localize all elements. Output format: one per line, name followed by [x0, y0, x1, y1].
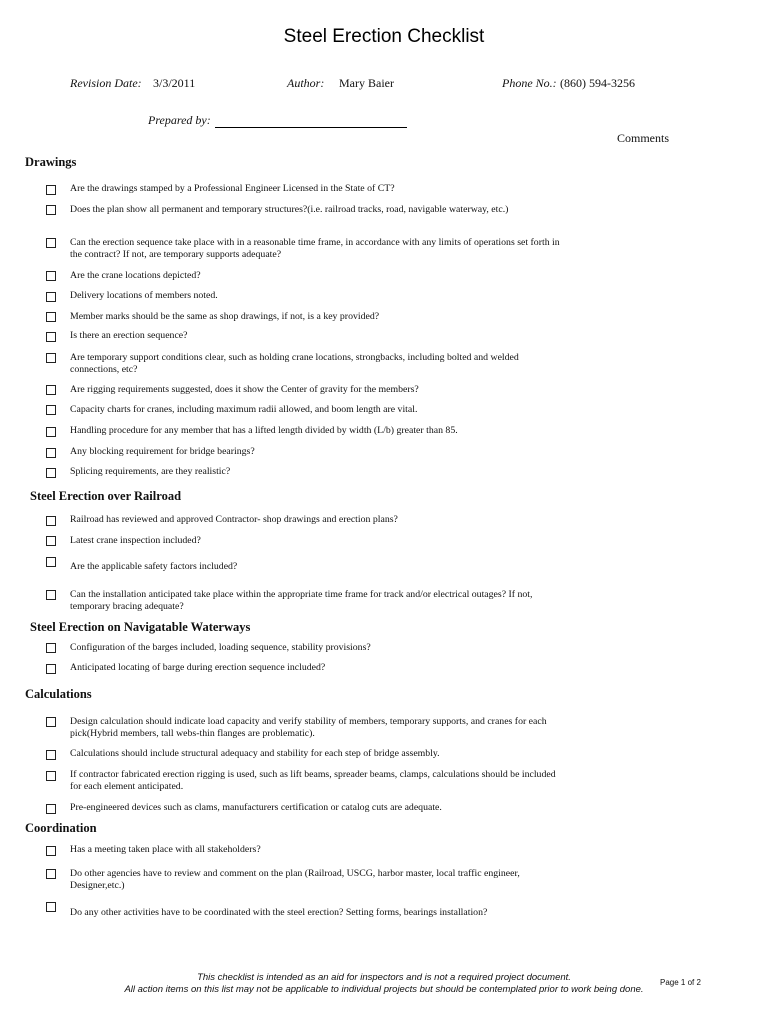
revision-date-value: 3/3/2011	[153, 76, 196, 90]
checklist-item: Capacity charts for cranes, including maximum radii allowed, and boom length are vital.	[70, 404, 418, 415]
checkbox[interactable]	[46, 448, 56, 458]
phone-label: Phone No.:	[502, 76, 557, 90]
checkbox[interactable]	[46, 771, 56, 781]
section-heading-coordination: Coordination	[25, 821, 97, 835]
checkbox[interactable]	[46, 846, 56, 856]
checklist-item: Delivery locations of members noted.	[70, 290, 218, 301]
checklist-item: Does the plan show all permanent and temporary structures?(i.e. railroad tracks, road, navigable waterway, etc.)	[70, 204, 509, 215]
checklist-item: Design calculation should indicate load capacity and verify stability of members, temporary supports, and cranes for each pick(Hybrid members, tall webs-thin flanges are problematic).	[70, 716, 547, 739]
footer-note: All action items on this list may not be applicable to individual projects but should be contemplated prior to work being done.	[124, 984, 644, 995]
section-heading-calculations: Calculations	[25, 687, 92, 701]
checklist-item: Are temporary support conditions clear, such as holding crane locations, strongbacks, including bolted and welded connections, etc?	[70, 352, 519, 375]
checkbox[interactable]	[46, 353, 56, 363]
checkbox[interactable]	[46, 516, 56, 526]
author-label: Author:	[287, 76, 325, 90]
checklist-item: Do other agencies have to review and comment on the plan (Railroad, USCG, harbor master, local traffic engineer, Designer,etc.)	[70, 868, 520, 891]
checkbox[interactable]	[46, 664, 56, 674]
checkbox[interactable]	[46, 205, 56, 215]
checklist-item: Calculations should include structural adequacy and stability for each step of bridge assembly.	[70, 748, 440, 759]
checkbox[interactable]	[46, 427, 56, 437]
checklist-item: Is there an erection sequence?	[70, 330, 188, 341]
checklist-item: Can the installation anticipated take place within the appropriate time frame for track and/or electrical outages? If not, temporary bracing adequate?	[70, 589, 533, 612]
phone-value: (860) 594-3256	[560, 76, 635, 90]
checklist-item: If contractor fabricated erection rigging is used, such as lift beams, spreader beams, clamps, calculations should be included for each element anticipated.	[70, 769, 556, 792]
checkbox[interactable]	[46, 312, 56, 322]
checkbox[interactable]	[46, 643, 56, 653]
checklist-item: Any blocking requirement for bridge bearings?	[70, 446, 255, 457]
checkbox[interactable]	[46, 405, 56, 415]
checkbox[interactable]	[46, 271, 56, 281]
section-heading-drawings: Drawings	[25, 155, 77, 169]
checkbox[interactable]	[46, 869, 56, 879]
section-heading-waterways: Steel Erection on Navigatable Waterways	[30, 620, 251, 634]
checklist-item: Are rigging requirements suggested, does it show the Center of gravity for the members?	[70, 384, 419, 395]
checkbox[interactable]	[46, 717, 56, 727]
checklist-item: Do any other activities have to be coordinated with the steel erection? Setting forms, bearings installation?	[70, 907, 488, 918]
checklist-item: Pre-engineered devices such as clams, manufacturers certification or catalog cuts are adequate.	[70, 802, 442, 813]
checklist-item: Configuration of the barges included, loading sequence, stability provisions?	[70, 642, 371, 653]
checkbox[interactable]	[46, 902, 56, 912]
checkbox[interactable]	[46, 536, 56, 546]
page-title: Steel Erection Checklist	[283, 26, 485, 47]
checkbox[interactable]	[46, 185, 56, 195]
footer-disclaimer: This checklist is intended as an aid for inspectors and is not a required project document.	[197, 972, 571, 983]
checklist-item: Railroad has reviewed and approved Contractor- shop drawings and erection plans?	[70, 514, 398, 525]
comments-column-header: Comments	[617, 131, 670, 145]
checklist-item: Anticipated locating of barge during erection sequence included?	[70, 662, 326, 673]
checkbox[interactable]	[46, 590, 56, 600]
checklist-item: Latest crane inspection included?	[70, 535, 201, 546]
checkbox[interactable]	[46, 750, 56, 760]
section-heading-railroad: Steel Erection over Railroad	[30, 489, 182, 503]
checklist-item: Are the drawings stamped by a Professional Engineer Licensed in the State of CT?	[70, 183, 395, 194]
page-number: Page 1 of 2	[660, 978, 701, 987]
checkbox[interactable]	[46, 468, 56, 478]
author-value: Mary Baier	[339, 76, 394, 90]
revision-date-label: Revision Date:	[70, 76, 142, 90]
checkbox[interactable]	[46, 332, 56, 342]
prepared-by-field[interactable]	[215, 127, 407, 128]
checklist-item: Are the applicable safety factors included?	[70, 561, 238, 572]
checkbox[interactable]	[46, 557, 56, 567]
checklist-item: Can the erection sequence take place with in a reasonable time frame, in accordance with any limits of operations set forth in the contract? If not, are temporary supports adequate?	[70, 237, 560, 260]
prepared-by-label: Prepared by:	[148, 113, 211, 127]
checkbox[interactable]	[46, 292, 56, 302]
checklist-item: Member marks should be the same as shop drawings, if not, is a key provided?	[70, 311, 380, 322]
checkbox[interactable]	[46, 385, 56, 395]
checklist-item: Handling procedure for any member that has a lifted length divided by width (L/b) greater than 85.	[70, 425, 458, 436]
checkbox[interactable]	[46, 804, 56, 814]
checklist-item: Are the crane locations depicted?	[70, 270, 201, 281]
checklist-item: Has a meeting taken place with all stakeholders?	[70, 844, 261, 855]
checkbox[interactable]	[46, 238, 56, 248]
checklist-item: Splicing requirements, are they realistic?	[70, 466, 231, 477]
